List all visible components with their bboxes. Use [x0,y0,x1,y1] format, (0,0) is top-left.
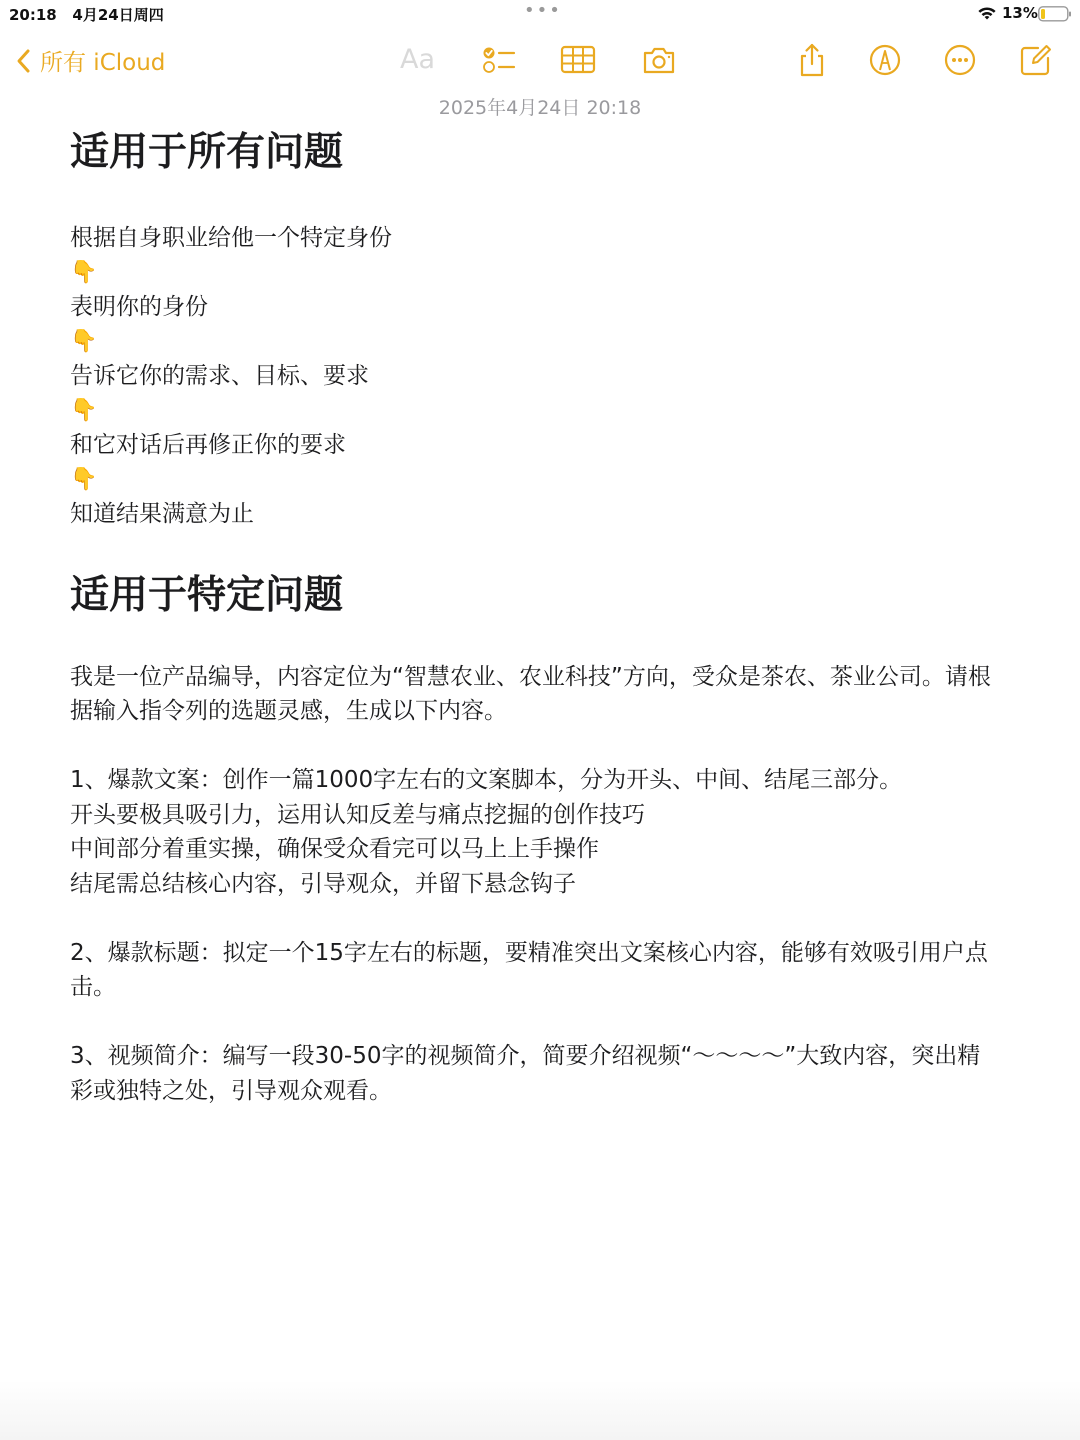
pointing-down-emoji: 👇 [70,466,98,492]
note-toolbar [0,36,1080,86]
compose-icon [1018,43,1054,77]
pointing-down-emoji: 👇 [70,397,98,423]
step-text: 告诉它你的需求、目标、要求 [70,363,369,389]
note-body[interactable] [70,125,1000,1108]
multitasking-dots[interactable]: ••• [524,0,562,21]
battery-icon [1038,6,1072,22]
camera-button[interactable] [639,42,679,78]
pointing-down-emoji: 👇 [70,328,98,354]
item-1-title: 1、爆款文案：创作一篇1000字左右的文案脚本，分为开头、中间、结尾三部分。 [70,767,903,793]
step-text: 根据自身职业给他一个特定身份 [70,225,392,251]
table-button[interactable] [558,42,598,78]
battery-percentage: 13% [1002,4,1038,22]
item-3: 3、视频简介：编写一段30-50字的视频简介，简要介绍视频“～～～～”大致内容，突出精彩或独特之处，引导观众观看。 [70,1043,981,1104]
format-button[interactable]: Aa [400,44,436,75]
wifi-icon [977,5,997,21]
markup-pen-icon [867,43,903,77]
chevron-left-icon [14,47,34,75]
step-text: 和它对话后再修正你的要求 [70,432,346,458]
ellipsis-circle-icon [942,43,978,77]
pointing-down-emoji: 👇 [70,259,98,285]
status-bar [0,0,1080,28]
camera-icon [641,43,677,77]
item-2: 2、爆款标题：拟定一个15字左右的标题，要精准突出文案核心内容，能够有效吸引用户点击。 [70,939,988,1000]
back-label: 所有 iCloud [40,50,166,76]
step-text: 知道结果满意为止 [70,501,254,527]
checklist-icon [480,43,516,77]
back-button[interactable] [14,44,165,77]
section-heading-specific: 适用于特定问题 [70,572,344,618]
item-1-line: 开头要极具吸引力，运用认知反差与痛点挖掘的创作技巧 [70,801,645,828]
section-heading-general: 适用于所有问题 [70,130,344,175]
status-time: 20:18 4月24日周四 [9,6,164,24]
bottom-fade [0,1380,1080,1440]
more-button[interactable] [940,42,980,78]
note-timestamp: 2025年4月24日 20:18 [438,97,642,119]
step-text: 表明你的身份 [70,294,208,320]
checklist-button[interactable] [478,42,518,78]
prompt-intro: 我是一位产品编导，内容定位为“智慧农业、农业科技”方向，受众是茶农、茶业公司。请根据输入指令列的选题灵感，生成以下内容。 [70,663,991,724]
table-icon [560,43,596,77]
share-button[interactable] [792,42,832,78]
share-icon [794,43,830,77]
item-1-line: 结尾需总结核心内容，引导观众，并留下悬念钩子 [70,870,576,897]
markup-button[interactable] [865,42,905,78]
item-1-line: 中间部分着重实操，确保受众看完可以马上上手操作 [70,836,599,862]
compose-button[interactable] [1016,42,1056,78]
